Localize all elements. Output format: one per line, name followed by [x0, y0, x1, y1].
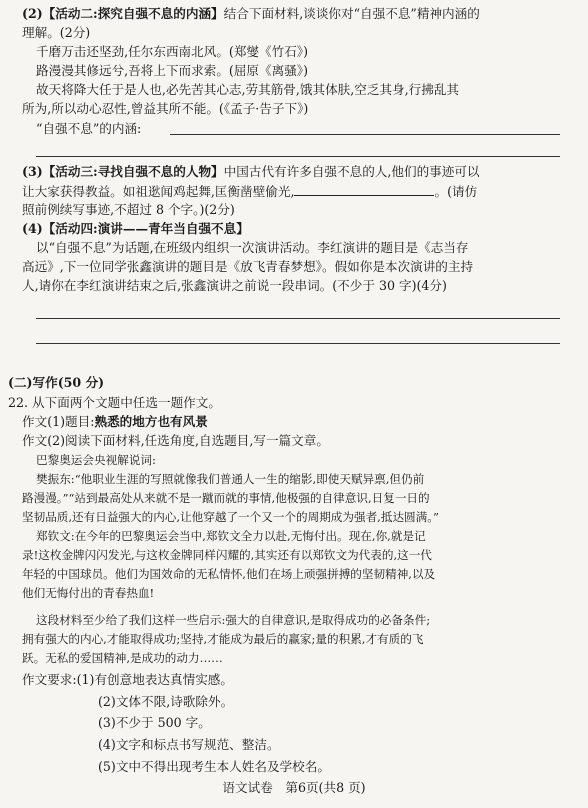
requirement-1: 作文要求:(1)有创意地表达真情实感。	[22, 672, 233, 687]
requirement-3: (3)不少于 500 字。	[98, 715, 211, 730]
material-inspire-1: 这段材料至少给了我们这样一些启示:强大的自律意识,是取得成功的必备条件;	[36, 613, 431, 627]
material-zheng-1: 郑钦文:在今年的巴黎奥运会当中,郑钦文全力以赴,无悔付出。现在,你,就是记	[36, 529, 426, 543]
material-zheng-2: 录!这枚金牌闪闪发光,与这枚金牌同样闪耀的,其实还有以郑钦文为代表的,这一代	[22, 548, 432, 562]
topic-2: 作文(2)阅读下面材料,任选角度,自选题目,写一篇文章。	[22, 433, 329, 448]
requirement-2: (2)文体不限,诗歌除外。	[98, 694, 234, 709]
activity2-heading: (2)【活动二:探究自强不息的内涵】	[22, 6, 224, 21]
activity4-heading: (4)【活动四:演讲——青年当自强不息】	[22, 221, 249, 236]
material-fan-2: 路漫漫。”“站到最高处从来就不是一蹴而就的事情,他极强的自律意识,日复一日的	[22, 491, 430, 505]
writing-section-title: (二)写作(50 分)	[8, 375, 105, 390]
requirement-4: (4)文字和标点书写规范、整洁。	[98, 737, 280, 752]
answer-line-1[interactable]	[170, 134, 560, 135]
activity4-line2: 高远》,下一位同学张鑫演讲的题目是《放飞青春梦想》。假如你是本次演讲的主持	[22, 259, 474, 274]
topic-1: 作文(1)题目:熟悉的地方也有风景	[22, 414, 208, 429]
activity3-line3: 照前例续写事迹,不超过 8 个字。)(2分)	[22, 202, 235, 217]
answer-line-4[interactable]	[36, 343, 560, 344]
activity4-line3: 人,请你在李红演讲结束之后,张鑫演讲之前说一段串词。(不少于 30 字)(4分)	[22, 278, 447, 293]
topic-1-title: 熟悉的地方也有风景	[94, 414, 208, 429]
answer-line-2[interactable]	[36, 156, 560, 157]
activity2-line1: (2)【活动二:探究自强不息的内涵】结合下面材料,谈谈你对“自强不息”精神内涵的	[22, 6, 480, 21]
activity3-blank[interactable]	[294, 183, 434, 196]
material-zheng-3: 年轻的中国球员。他们为国效命的无私情怀,他们在场上顽强拼搏的坚韧精神,以及	[22, 567, 436, 581]
material-intro: 巴黎奥运会央视解说词:	[36, 453, 156, 467]
material-fan-1: 樊振东:“他职业生涯的写照就像我们普通人一生的缩影,即使天赋异禀,但仍前	[36, 472, 425, 486]
question-22: 22. 从下面两个文题中任选一题作文。	[8, 395, 221, 410]
material-fan-3: 坚韧品质,还有日益强大的内心,让他穿越了一个又一个的周期成为强者,抵达圆满。”	[22, 510, 439, 524]
activity3-line1: (3)【活动三:寻找自强不息的人物】中国古代有许多自强不息的人,他们的事迹可以	[22, 164, 480, 179]
requirement-5: (5)文中不得出现考生本人姓名及学校名。	[98, 759, 330, 774]
activity4-line1: 以“自强不息”为话题,在班级内组织一次演讲活动。李红演讲的题目是《志当存	[36, 240, 469, 255]
activity3-line2: 让大家获得教益。如祖逖闻鸡起舞,匡衡凿壁偷光, 。(请仿	[22, 184, 478, 199]
material-zheng-4: 他们无悔付出的青春热血!	[22, 586, 155, 600]
material-inspire-3: 跃。无私的爱国精神,是成功的动力……	[22, 651, 223, 665]
quote-mencius-1: 故天将降大任于是人也,必先苦其心志,劳其筋骨,饿其体肤,空乏其身,行拂乱其	[36, 82, 460, 97]
activity2-line2: 理解。(2分)	[22, 25, 91, 40]
page-footer: 语文试卷 第6页(共8 页)	[222, 780, 366, 795]
activity3-heading: (3)【活动三:寻找自强不息的人物】	[22, 164, 224, 179]
quote-quyuan: 路漫漫其修远兮,吾将上下而求索。(屈原《离骚》)	[36, 63, 308, 78]
neihan-label: “自强不息”的内涵:	[36, 121, 142, 136]
material-inspire-2: 拥有强大的内心,才能取得成功;坚持,才能成为最后的赢家;量的积累,才有质的飞	[22, 632, 424, 646]
quote-zhengxie: 千磨万击还坚劲,任尔东西南北风。(郑燮《竹石》)	[36, 44, 308, 59]
answer-line-3[interactable]	[36, 318, 560, 319]
quote-mencius-2: 所为,所以动心忍性,曾益其所不能。(《孟子·告子下》)	[22, 101, 309, 116]
